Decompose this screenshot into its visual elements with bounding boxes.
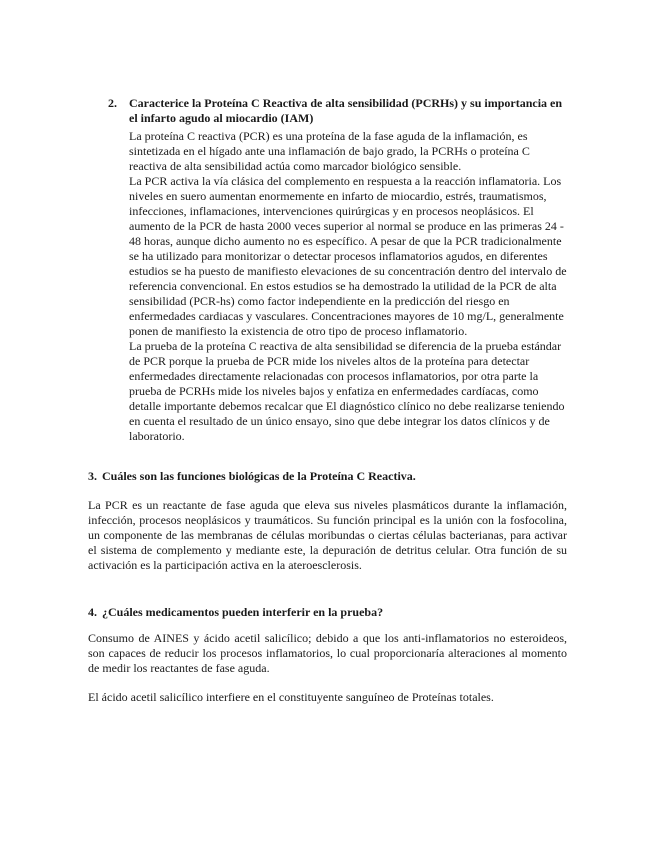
paragraph: La proteína C reactiva (PCR) es una proteína de la fase aguda de la inflamación, es sintetizada en el hígado ante una inflamación de bajo grado, la PCRHs o proteína C reactiva de alta sensibilidad actúa como marcador biológico sensible. [129, 129, 530, 173]
section-2-heading [108, 96, 567, 126]
section-4-heading [88, 605, 567, 620]
section-4-number: 4. [88, 605, 97, 619]
section-4-body [88, 631, 567, 705]
section-4 [88, 605, 567, 705]
paragraph: La PCR es un reactante de fase aguda que eleva sus niveles plasmáticos durante la inflamación, infección, procesos neoplásicos y traumáticos. Su función principal es la unión con la fosfocolina, un componente de las membranas de células moribundas o ciertas células bacterianas, para activar el sistema de complemento y mediante este, la depuración de detritus celular. Otra función de su activación es la participación activa en la ateroesclerosis. [88, 498, 567, 572]
section-3-number: 3. [88, 469, 97, 483]
section-4-title: ¿Cuáles medicamentos pueden interferir en la prueba? [102, 605, 384, 619]
section-2 [108, 96, 567, 444]
paragraph: El ácido acetil salicílico interfiere en el constituyente sanguíneo de Proteínas totales. [88, 690, 494, 704]
section-3-body [88, 498, 567, 573]
paragraph: Consumo de AINES y ácido acetil salicílico; debido a que los anti-inflamatorios no esteroideos, son capaces de reducir los procesos inflamatorios, lo cual proporcionaría alteraciones al momento de medir los reactantes de fase aguda. [88, 631, 567, 675]
paragraph: La PCR activa la vía clásica del complemento en respuesta a la reacción inflamatoria. Los niveles en suero aumentan enormemente en infarto de miocardio, estrés, traumatismos, infecciones, inflamaciones, intervenciones quirúrgicas y en procesos neoplásicos. El aumento de la PCR de hasta 2000 veces superior al normal se produce en las primeras 24 - 48 horas, aunque dicho aumento no es específico. A pesar de que la PCR tradicionalmente se ha utilizado para monitorizar o detectar procesos inflamatorios agudos, en diferentes estudios se ha puesto de manifiesto elevaciones de su concentración dentro del intervalo de referencia convencional. En estos estudios se ha demostrado la utilidad de la PCR de alta sensibilidad (PCR-hs) como factor independiente en la predicción del riesgo en enfermedades cardiacas y vasculares. Concentraciones mayores de 10 mg/L, generalmente ponen de manifiesto la existencia de otro tipo de proceso inflamatorio. [129, 174, 567, 338]
section-2-body [129, 129, 567, 444]
section-2-number: 2. [108, 96, 117, 110]
section-3 [88, 469, 567, 573]
section-2-title: Caracterice la Proteína C Reactiva de alta sensibilidad (PCRHs) y su importancia en el infarto agudo al miocardio (IAM) [129, 96, 563, 125]
paragraph: La prueba de la proteína C reactiva de alta sensibilidad se diferencia de la prueba estándar de PCR porque la prueba de PCR mide los niveles altos de la proteína para detectar enfermedades directamente relacionadas con procesos inflamatorios, por otra parte la prueba de PCRHs mide los niveles bajos y enfatiza en enfermedades cardíacas, como detalle importante debemos recalcar que El diagnóstico clínico no debe realizarse teniendo en cuenta el resultado de un único ensayo, sino que debe integrar los datos clínicos y de laboratorio. [129, 339, 565, 443]
section-3-heading [88, 469, 567, 484]
section-3-title: Cuáles son las funciones biológicas de la Proteína C Reactiva. [102, 469, 416, 483]
